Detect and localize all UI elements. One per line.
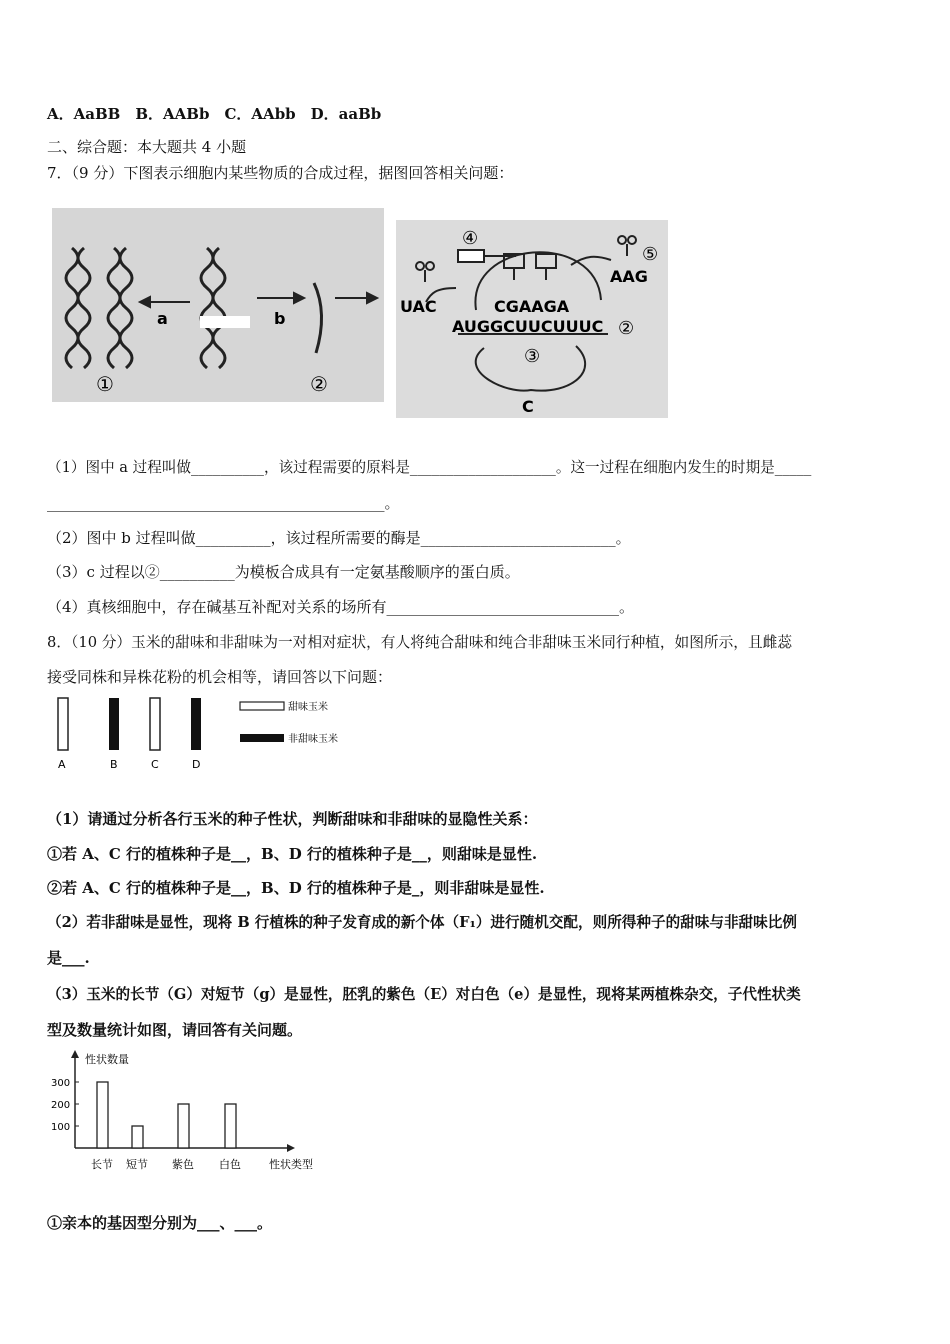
y-tick-label-200: 200 (51, 1100, 71, 1111)
q7-part2: （2）图中 b 过程叫做__________，该过程所需要的酶是__________________________。 (47, 529, 631, 547)
x-tick-label-白色: 白色 (219, 1158, 241, 1171)
anticodon-seq: CGAAGA (494, 297, 570, 316)
row-c-bar (150, 698, 160, 750)
x-tick-label-长节: 长节 (91, 1158, 113, 1171)
q8-part1-option2: ②若 A、C 行的植株种子是__，B、D 行的植株种子是_，则非甜味是显性. (47, 879, 545, 897)
q8-part2-line1: （2）若非甜味是显性，现将 B 行植株的种子发育成的新个体（F₁）进行随机交配，则所得种子的甜味与非甜味比例 (47, 914, 797, 931)
figure-corn-rows (50, 695, 360, 775)
q8-stem-line2: 接受同株和异株花粉的机会相等，请回答以下问题： (47, 668, 393, 686)
answer-options: A．AaBB B．AABb C．AAbb D．aaBb (47, 105, 382, 123)
row-label-a: A (58, 758, 66, 771)
q7-part1-line2: _____________________________________________。 (47, 494, 400, 512)
q8-part1: （1）请通过分析各行玉米的种子性状，判断甜味和非甜味的显隐性关系： (47, 810, 538, 828)
q8-part3-line2: 型及数量统计如图，请回答有关问题。 (47, 1021, 303, 1039)
bar-紫色 (178, 1104, 189, 1148)
fig2-label-3: ③ (524, 346, 541, 367)
y-tick-label-100: 100 (51, 1122, 71, 1133)
mrna-seq: AUGGCUUCUUUC (452, 317, 604, 336)
x-tick-label-短节: 短节 (126, 1158, 148, 1171)
bar-短节 (132, 1126, 143, 1148)
q8-stem-line1: 8．（10 分）玉米的甜味和非甜味为一对相对症状，有人将纯合甜味和纯合非甜味玉米同行种植，如图所示，且雌蕊 (47, 634, 793, 651)
row-label-c: C (151, 758, 159, 771)
y-axis-label: 性状数量 (85, 1053, 129, 1066)
legend-sweet-swatch (240, 702, 284, 710)
q7-part4: （4）真核细胞中，存在碱基互补配对关系的场所有_______________________________。 (47, 598, 635, 616)
q8-part3-line1: （3）玉米的长节（G）对短节（g）是显性，胚乳的紫色（E）对白色（e）是显性，现将某两植株杂交，子代性状类 (47, 986, 801, 1003)
legend-sweet-label: 甜味玉米 (288, 702, 328, 713)
q8-part1-option1: ①若 A、C 行的植株种子是__，B、D 行的植株种子是__，则甜味是显性. (47, 845, 538, 863)
row-label-b: B (110, 758, 118, 771)
fig1-label-1: ① (96, 372, 114, 396)
q8-part3-sub1: ①亲本的基因型分别为___、___。 (47, 1214, 273, 1232)
arrow-a-label: a (157, 309, 168, 328)
section-heading: 二、综合题：本大题共 4 小题 (47, 138, 247, 156)
row-b-bar (109, 698, 119, 750)
x-axis-label: 性状类型 (269, 1158, 313, 1171)
row-a-bar (58, 698, 68, 750)
q7-stem: 7．（9 分）下图表示细胞内某些物质的合成过程，据图回答相关问题： (47, 164, 514, 182)
q8-part2-line2: 是___. (47, 949, 90, 967)
trait-bar-chart (45, 1048, 335, 1178)
row-label-d: D (192, 758, 201, 771)
x-tick-label-紫色: 紫色 (172, 1158, 194, 1171)
bar-白色 (225, 1104, 236, 1148)
row-d-bar (191, 698, 201, 750)
figure-translation (396, 220, 668, 418)
q7-part3: （3）c 过程以②__________为模板合成具有一定氨基酸顺序的蛋白质。 (47, 563, 520, 581)
bar-长节 (97, 1082, 108, 1148)
figure-dna-replication (52, 208, 384, 402)
fig2-label-c: C (522, 397, 534, 416)
fig1-label-2: ② (310, 372, 328, 396)
trna-uac: UAC (400, 297, 437, 316)
fig2-label-5: ⑤ (642, 244, 659, 265)
legend-nonsweet-swatch (240, 734, 284, 742)
trna-aag: AAG (610, 267, 648, 286)
legend-nonsweet-label: 非甜味玉米 (288, 734, 338, 745)
fig2-label-2: ② (618, 318, 635, 339)
y-tick-label-300: 300 (51, 1078, 71, 1089)
arrow-b-label: b (274, 309, 286, 328)
fig2-label-4: ④ (462, 228, 479, 249)
q7-part1-line1: （1）图中 a 过程叫做__________，该过程需要的原料是____________________。这一过程在细胞内发生的时期是_____ (47, 459, 812, 476)
